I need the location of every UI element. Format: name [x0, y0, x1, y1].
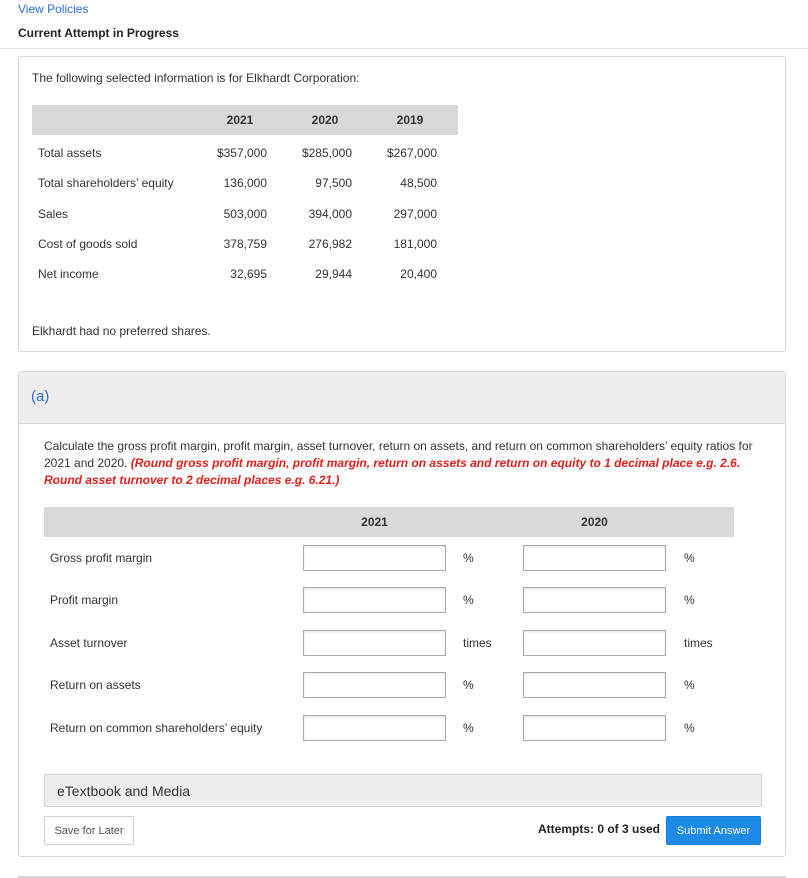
question-part-label: (a)	[31, 388, 50, 405]
cell-value: 136,000	[223, 176, 267, 190]
cell-value: $285,000	[301, 146, 352, 160]
row-label: Total shareholders’ equity	[38, 176, 174, 190]
attempt-status: Current Attempt in Progress	[18, 26, 179, 40]
etextbook-media-bar[interactable]	[44, 774, 762, 807]
cell-value: 20,400	[400, 267, 437, 281]
rounding-instruction: (Round gross profit margin, profit margin, return on assets and return on equity to 1 decimal place e.g. 2.6. Round asset turnover to 2 decimal places e.g. 6.21.)	[44, 456, 741, 487]
cell-value: 394,000	[308, 207, 352, 221]
unit-label: %	[463, 678, 474, 692]
cell-value: 378,759	[223, 237, 267, 251]
table-row	[19, 234, 787, 254]
ratio-label: Profit margin	[50, 593, 119, 607]
attempts-counter: Attempts: 0 of 3 used	[538, 822, 661, 836]
cell-value: 276,982	[308, 237, 352, 251]
table-row	[19, 204, 787, 224]
return-on-assets-2021-input[interactable]	[303, 672, 446, 698]
col-header-2021: 2021	[226, 113, 254, 127]
question-prompt: Calculate the gross profit margin, profit margin, asset turnover, return on assets, and return on common shareholders’ equity ratios for 2021 and 2020.	[44, 439, 753, 470]
info-intro: The following selected information is for Elkhardt Corporation:	[32, 71, 360, 85]
gross-profit-margin-2021-input[interactable]	[303, 545, 446, 571]
row-label: Sales	[38, 207, 69, 221]
cell-value: $267,000	[386, 146, 437, 160]
profit-margin-2021-input[interactable]	[303, 587, 446, 613]
ratio-label: Return on common shareholders’ equity	[50, 721, 263, 735]
row-label: Total assets	[38, 146, 102, 160]
gross-profit-margin-2020-input[interactable]	[523, 545, 666, 571]
cell-value: 97,500	[315, 176, 352, 190]
col-header-2019: 2019	[396, 113, 424, 127]
ratio-row-return-on-assets	[19, 672, 787, 698]
ratio-label: Gross profit margin	[50, 551, 153, 565]
ratio-label: Asset turnover	[50, 636, 128, 650]
unit-label: %	[684, 593, 695, 607]
return-on-assets-2020-input[interactable]	[523, 672, 666, 698]
unit-label: %	[463, 721, 474, 735]
row-label: Cost of goods sold	[38, 237, 138, 251]
return-on-equity-2020-input[interactable]	[523, 715, 666, 741]
unit-label: times	[463, 636, 492, 650]
no-preferred-note: Elkhardt had no preferred shares.	[32, 324, 211, 338]
ratio-row-return-on-equity	[19, 715, 787, 741]
cell-value: 503,000	[223, 207, 267, 221]
table-row	[19, 173, 787, 193]
unit-label: %	[684, 721, 695, 735]
return-on-equity-2021-input[interactable]	[303, 715, 446, 741]
ratio-row-gross-profit-margin	[19, 545, 787, 571]
view-policies-link[interactable]: View Policies	[18, 2, 89, 16]
cell-value: 29,944	[315, 267, 352, 281]
save-for-later-button[interactable]: Save for Later	[44, 816, 134, 845]
question-header	[19, 372, 785, 424]
unit-label: %	[463, 593, 474, 607]
info-table-header	[32, 105, 458, 135]
profit-margin-2020-input[interactable]	[523, 587, 666, 613]
unit-label: times	[684, 636, 713, 650]
question-text	[44, 438, 769, 489]
col-header-2020: 2020	[311, 113, 339, 127]
table-row	[19, 264, 787, 284]
ratio-label: Return on assets	[50, 678, 141, 692]
etextbook-media-label: eTextbook and Media	[57, 783, 191, 799]
row-label: Net income	[38, 267, 99, 281]
cell-value: $357,000	[216, 146, 267, 160]
ratio-row-asset-turnover	[19, 630, 787, 656]
cell-value: 48,500	[400, 176, 437, 190]
info-panel	[18, 56, 786, 352]
asset-turnover-2021-input[interactable]	[303, 630, 446, 656]
unit-label: %	[684, 551, 695, 565]
ratio-table-header	[44, 507, 734, 537]
cell-value: 181,000	[393, 237, 437, 251]
unit-label: %	[463, 551, 474, 565]
submit-answer-button[interactable]: Submit Answer	[666, 816, 761, 845]
table-row	[19, 143, 787, 163]
question-panel	[18, 371, 786, 857]
ratio-row-profit-margin	[19, 587, 787, 613]
unit-label: %	[684, 678, 695, 692]
asset-turnover-2020-input[interactable]	[523, 630, 666, 656]
cell-value: 297,000	[393, 207, 437, 221]
col-header-2020: 2020	[581, 515, 608, 529]
divider	[0, 48, 808, 49]
col-header-2021: 2021	[361, 515, 388, 529]
cell-value: 32,695	[230, 267, 267, 281]
